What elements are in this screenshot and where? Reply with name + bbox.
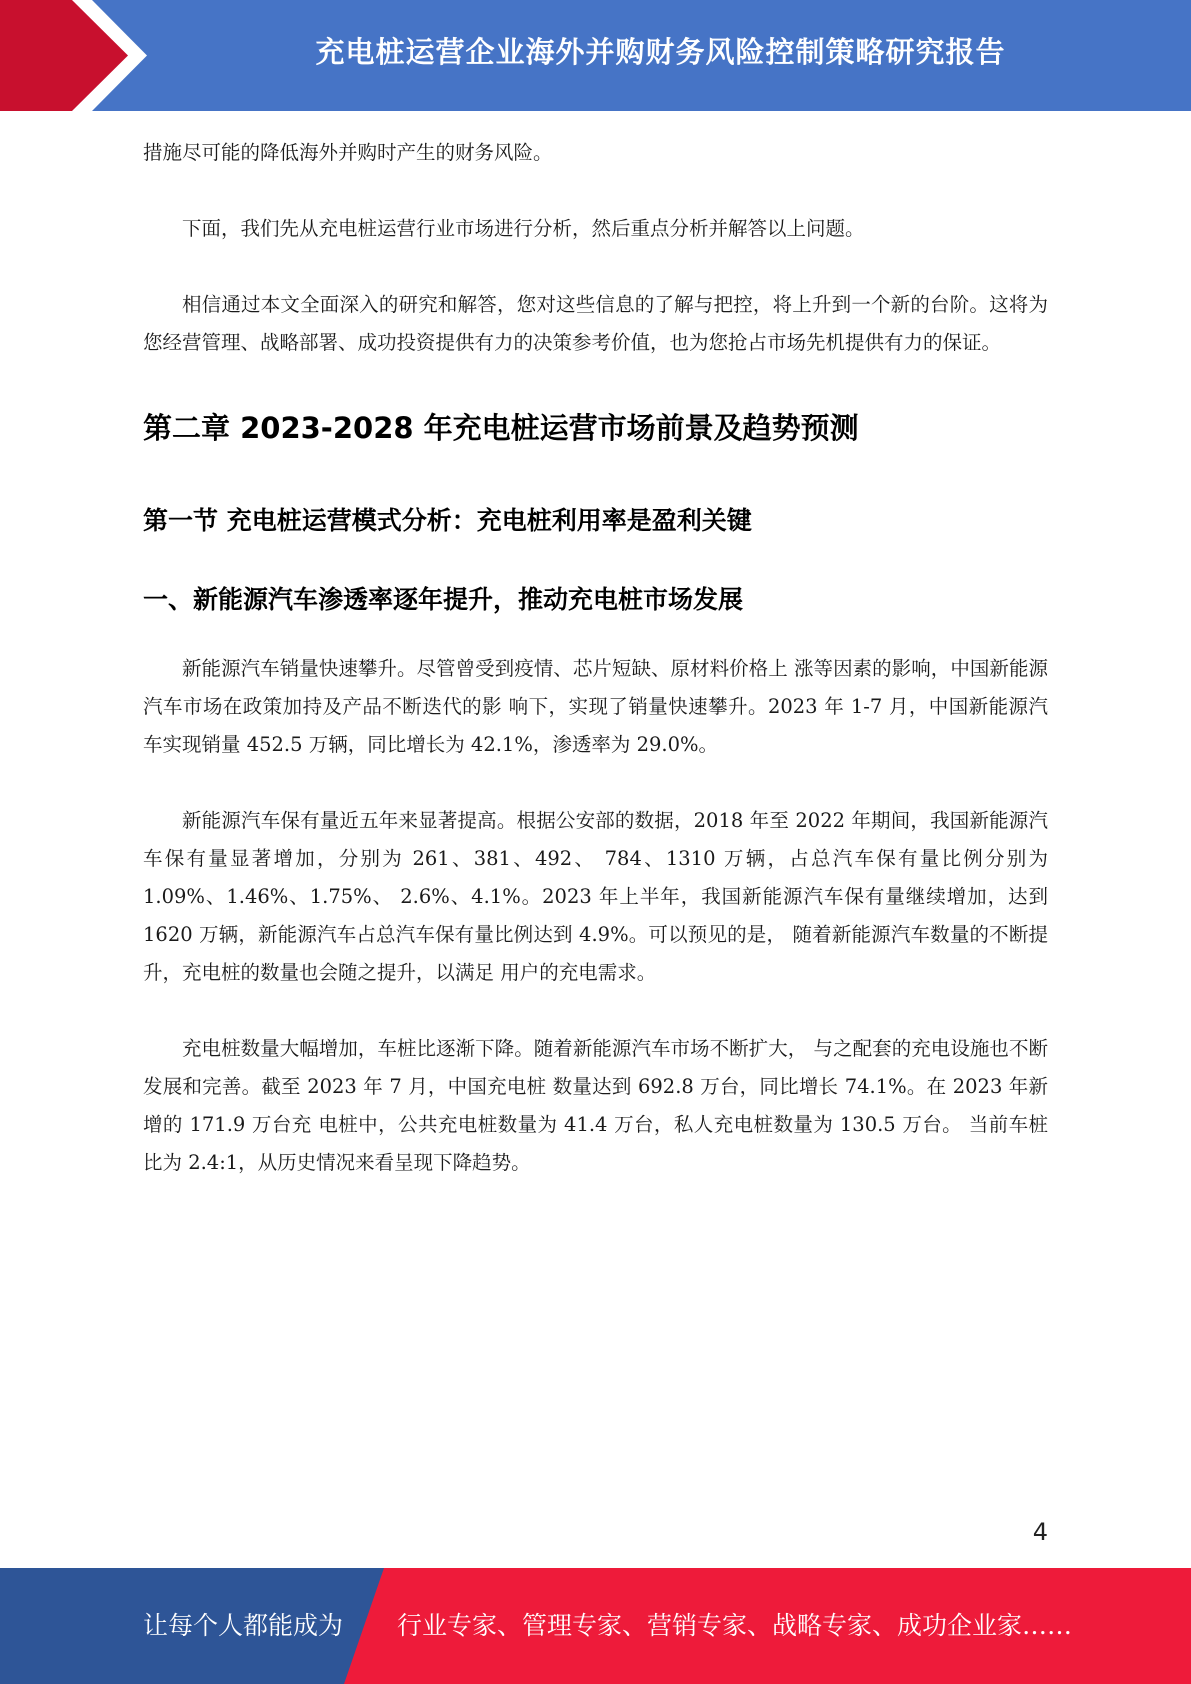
- chevron-arrow-icon: [0, 0, 160, 111]
- intro-paragraph-3: 相信通过本文全面深入的研究和解答，您对这些信息的了解与把控，将上升到一个新的台阶。这将为您经营管理、战略部署、成功投资提供有力的决策参考价值，也为您抢占市场先机提供有力的保证。: [143, 293, 1048, 354]
- intro-paragraph-1: 措施尽可能的降低海外并购时产生的财务风险。: [143, 141, 553, 164]
- footer-slogan-left: 让每个人都能成为: [143, 1611, 344, 1640]
- footer-slogan-right: 行业专家、管理专家、营销专家、战略专家、成功企业家……: [397, 1611, 1073, 1640]
- subsection-heading: 一、新能源汽车渗透率逐年提升，推动充电桩市场发展: [143, 585, 744, 614]
- page-content: [143, 134, 1048, 1182]
- chapter-heading: 第二章 2023-2028 年充电桩运营市场前景及趋势预测: [143, 411, 859, 445]
- page-number: 4: [1032, 1518, 1048, 1546]
- section-heading: 第一节 充电桩运营模式分析：充电桩利用率是盈利关键: [143, 506, 752, 535]
- body-paragraph-2: 新能源汽车保有量近五年来显著提高。根据公安部的数据，2018 年至 2022 年期间，我国新能源汽车保有量显著增加，分别为 261、381、492、 784、1310 万辆，占总汽车保有量比例分别为 1.09%、1.46%、1.75%、 2.6%、4.1%。2023 年上半年，我国新能源汽车保有量继续增加，达到 1620 万辆，新能源汽车占总汽车保有量比例达到 4.9%。可以预见的是， 随着新能源汽车数量的不断提升，充电桩的数量也会随之提升，以满足 用户的充电需求。: [143, 809, 1048, 984]
- intro-paragraph-2: 下面，我们先从充电桩运营行业市场进行分析，然后重点分析并解答以上问题。: [182, 217, 865, 240]
- body-paragraph-3: 充电桩数量大幅增加，车桩比逐渐下降。随着新能源汽车市场不断扩大， 与之配套的充电设施也不断发展和完善。截至 2023 年 7 月，中国充电桩 数量达到 692.8 万台，同比增长 74.1%。在 2023 年新增的 171.9 万台充 电桩中，公共充电桩数量为 41.4 万台，私人充电桩数量为 130.5 万台。 当前车桩比为 2.4:1，从历史情况来看呈现下降趋势。: [143, 1037, 1048, 1174]
- header-banner: [0, 0, 1191, 111]
- body-paragraph-1: 新能源汽车销量快速攀升。尽管曾受到疫情、芯片短缺、原材料价格上 涨等因素的影响，中国新能源汽车市场在政策加持及产品不断迭代的影 响下，实现了销量快速攀升。2023 年 1-7 月，中国新能源汽车实现销量 452.5 万辆，同比增长为 42.1%，渗透率为 29.0%。: [143, 657, 1048, 756]
- footer-banner: [0, 1568, 1191, 1684]
- report-title: 充电桩运营企业海外并购财务风险控制策略研究报告: [315, 35, 1006, 69]
